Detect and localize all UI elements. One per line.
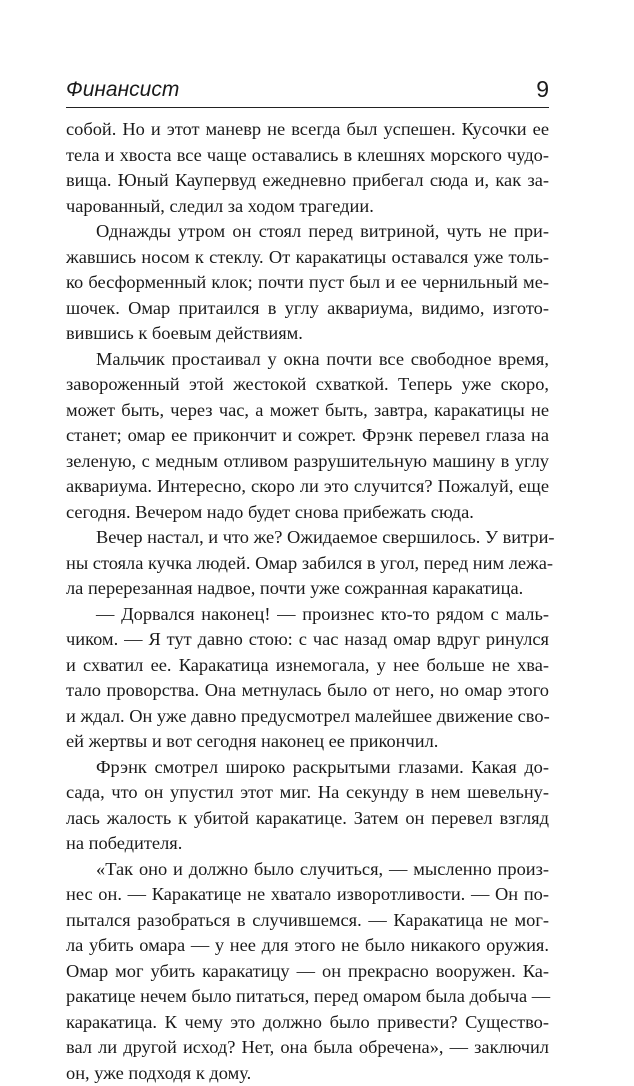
text-line: ко бесформенный клок; почти пуст был и ее чернильный ме- bbox=[66, 270, 549, 296]
page-number: 9 bbox=[536, 76, 549, 102]
text-line: и схватил ее. Каракатица изнемогала, у нее больше не хва- bbox=[66, 653, 549, 679]
text-line: может быть, через час, а может быть, завтра, каракатицы не bbox=[66, 398, 549, 424]
text-line: вившись к боевым действиям. bbox=[66, 321, 549, 347]
body-text bbox=[66, 117, 549, 1086]
text-line: тало проворства. Она метнулась было от него, но омар этого bbox=[66, 678, 549, 704]
text-line: жавшись носом к стеклу. От каракатицы оставался уже толь- bbox=[66, 245, 549, 271]
text-line: лась жалость к убитой каракатице. Затем он перевел взгляд bbox=[66, 806, 549, 832]
paragraph-first-line: Фрэнк смотрел широко раскрытыми глазами. Какая до- bbox=[66, 755, 549, 781]
text-line: ей жертвы и вот сегодня наконец ее прикончил. bbox=[66, 729, 549, 755]
text-line: сада, что он упустил этот миг. На секунду в нем шевельну- bbox=[66, 780, 549, 806]
text-line: ракатице нечем было питаться, перед омаром была добыча — bbox=[66, 984, 549, 1010]
text-line: пытался разобраться в случившемся. — Каракатица не мог- bbox=[66, 908, 549, 934]
text-line: вал ли другой исход? Нет, она была обречена», — заключил bbox=[66, 1035, 549, 1061]
text-line: каракатица. К чему это должно было привести? Существо- bbox=[66, 1010, 549, 1036]
text-line: станет; омар ее прикончит и сожрет. Фрэнк перевел глаза на bbox=[66, 423, 549, 449]
text-line: сегодня. Вечером надо будет снова прибежать сюда. bbox=[66, 500, 549, 526]
text-line: Омар мог убить каракатицу — он прекрасно вооружен. Ка- bbox=[66, 959, 549, 985]
text-line: зеленую, с медным отливом разрушительную машину в углу bbox=[66, 449, 549, 475]
text-line: ны стояла кучка людей. Омар забился в угол, перед ним лежа- bbox=[66, 551, 549, 577]
text-line: на победителя. bbox=[66, 831, 549, 857]
paragraph-first-line: Вечер настал, и что же? Ожидаемое свершилось. У витри- bbox=[66, 525, 549, 551]
paragraph-first-line: «Так оно и должно было случиться, — мысленно произ- bbox=[66, 857, 549, 883]
text-line: вища. Юный Каупервуд ежедневно прибегал сюда и, как за- bbox=[66, 168, 549, 194]
text-line: ла перерезанная надвое, почти уже сожранная каракатица. bbox=[66, 576, 549, 602]
paragraph-first-line: Мальчик простаивал у окна почти все свободное время, bbox=[66, 347, 549, 373]
paragraph-first-line: Однажды утром он стоял перед витриной, чуть не при- bbox=[66, 219, 549, 245]
text-line: ла убить омара — у нее для этого не было никакого оружия. bbox=[66, 933, 549, 959]
paragraph-first-line: — Дорвался наконец! — произнес кто-то рядом с маль- bbox=[66, 602, 549, 628]
text-line: и ждал. Он уже давно предусмотрел малейшее движение сво- bbox=[66, 704, 549, 730]
text-line: нес он. — Каракатице не хватало изворотливости. — Он по- bbox=[66, 882, 549, 908]
text-line: собой. Но и этот маневр не всегда был успешен. Кусочки ее bbox=[66, 117, 549, 143]
text-line: завороженный этой жестокой схваткой. Теперь уже скоро, bbox=[66, 372, 549, 398]
running-head bbox=[66, 74, 549, 104]
header-rule bbox=[66, 107, 549, 108]
text-line: чиком. — Я тут давно стою: с час назад омар вдруг ринулся bbox=[66, 627, 549, 653]
text-line: аквариума. Интересно, скоро ли это случится? Пожалуй, еще bbox=[66, 474, 549, 500]
text-line: тела и хвоста все чаще оставались в клешнях морского чудо- bbox=[66, 143, 549, 169]
running-title: Финансист bbox=[66, 78, 179, 102]
text-line: шочек. Омар притаился в углу аквариума, видимо, изгото- bbox=[66, 296, 549, 322]
text-line: чарованный, следил за ходом трагедии. bbox=[66, 194, 549, 220]
text-line: он, уже подходя к дому. bbox=[66, 1061, 549, 1086]
